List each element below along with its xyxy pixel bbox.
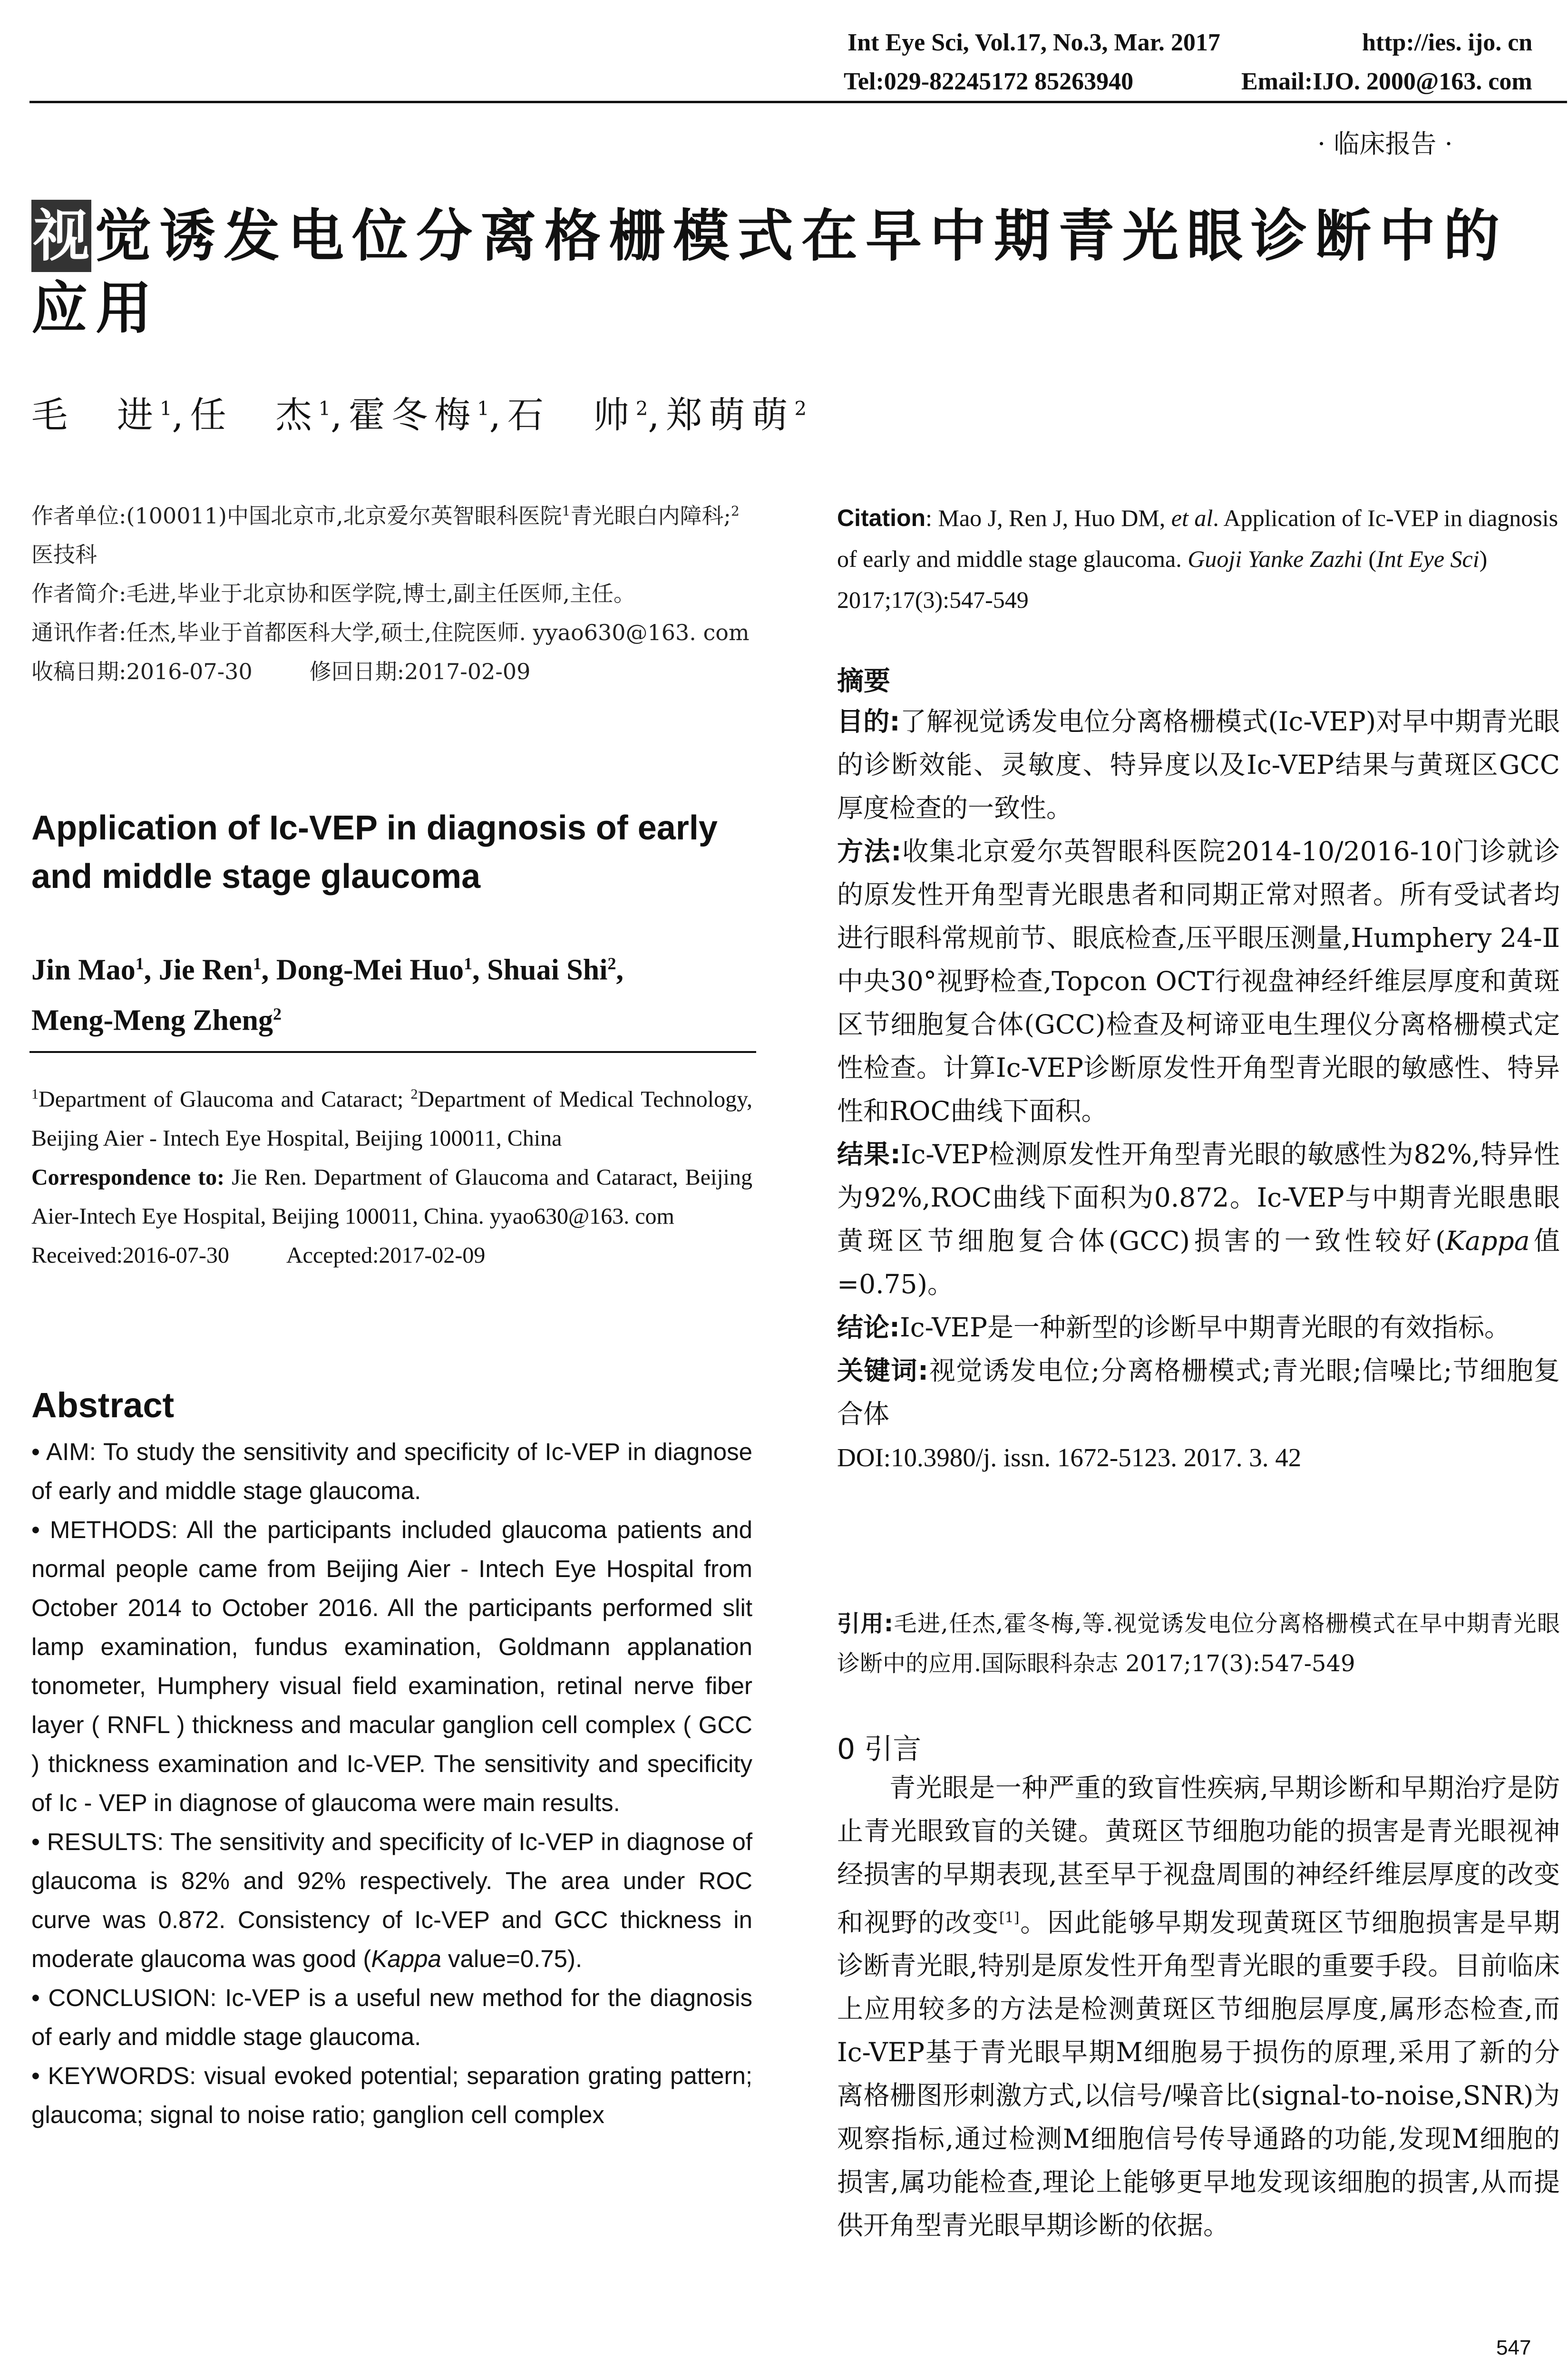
abstract-cn-methods: 方法:收集北京爱尔英智眼科医院2014-10/2016-10门诊就诊的原发性开角型青光眼患者和同期正常对照者。所有受试者均进行眼科常规前节、眼底检查,压平眼压测量,Humphery 24-Ⅱ中央30°视野检查,Topcon OCT行视盘神经纤维层厚度和黄斑区节细胞复合体(GCC)检查及柯谛亚电生理仪分离格栅模式定性检查。计算Ic-VEP诊断原发性开角型青光眼的敏感性、特异性和ROC曲线下面积。 [837, 836, 1560, 1126]
authors-cn: 毛 进$^1$,任 杰$^1$,霍冬梅$^1$,石 帅$^2$,郑萌萌$^2$ [31, 394, 807, 436]
header-rule [29, 101, 1567, 103]
revised-cn: 修回日期:2017-02-09 [309, 659, 531, 685]
abstract-methods: • METHODS: All the participants included glaucoma patients and normal people came from Beijing Aier - Intech Eye Hospital from October 2014 to October 2016. All the participants performed slit lamp examination, fundus examination, Goldmann applanation tonometer, Humphery visual field examination, retinal nerve fiber layer ( RNFL ) thickness and macular ganglion cell complex ( GCC ) thickness examination and Ic-VEP. The sensitivity and specificity of Ic - VEP in diagnose of glaucoma were main results. [31, 1516, 752, 1816]
article-title [31, 200, 1568, 344]
doi[interactable]: DOI:10.3980/j. issn. 1672-5123. 2017. 3. 42 [837, 1443, 1302, 1472]
received-cn: 收稿日期:2016-07-30 [31, 659, 253, 685]
author-cn: 霍冬梅 [349, 394, 477, 436]
abstract-heading: Abstract [31, 1385, 175, 1425]
author-sup: 1 [160, 398, 172, 420]
dates-cn [31, 652, 754, 691]
abstract-cn-conclusion: 结论:Ic-VEP是一种新型的诊断早中期青光眼的有效指标。 [837, 1312, 1510, 1343]
abstract-conclusion: • CONCLUSION: Ic-VEP is a useful new method for the diagnosis of early and middle stage glaucoma. [31, 1984, 752, 2050]
journal-email[interactable]: Email:IJO. 2000@163. com [1241, 68, 1532, 95]
abstract-cn-aim: 目的:了解视觉诱发电位分离格栅模式(Ic-VEP)对早中期青光眼的诊断效能、灵敏度、特异度以及Ic-VEP结果与黄斑区GCC厚度检查的一致性。 [837, 706, 1560, 823]
abstract-keywords: • KEYWORDS: visual evoked potential; separation grating pattern; glaucoma; signal to noise ratio; ganglion cell complex [31, 2062, 752, 2128]
author-cn: 毛 进 [31, 394, 160, 436]
dates-en: Received:2016-07-30 Accepted:2017-02-09 [31, 1243, 486, 1268]
section-label: · 临床报告 · [1317, 129, 1453, 159]
author-sup: 2 [635, 398, 648, 420]
abstract-cn-results: 结果:Ic-VEP检测原发性开角型青光眼的敏感性为82%,特异性为92%,ROC曲线下面积为0.872。Ic-VEP与中期青光眼患眼黄斑区节细胞复合体(GCC)损害的一致性较好(Kappa值=0.75)。 [837, 1139, 1560, 1299]
journal-info: Int Eye Sci, Vol.17, No.3, Mar. 2017 [847, 29, 1220, 56]
citation-cn: 引用:毛进,任杰,霍冬梅,等.视觉诱发电位分离格栅模式在早中期青光眼诊断中的应用.国际眼科杂志 2017;17(3):547-549 [837, 1610, 1560, 1677]
affiliation: $^1$Department of Glaucoma and Cataract; $^2$Department of Medical Technology, Beijing Aier - Intech Eye Hospital, Beijing 100011, China [31, 1086, 752, 1151]
author-unit: 作者单位:(100011)中国北京市,北京爱尔英智眼科医院$^1$青光眼白内障科;$^2$医技科 [31, 503, 740, 568]
reference-1[interactable]: [1] [999, 1909, 1020, 1926]
affiliation-block [31, 1075, 752, 1275]
correspondence: Correspondence to: Jie Ren. Department of Glaucoma and Cataract, Beijing Aier-Intech Eye Hospital, Beijing 100011, China. yyao630@163. com [31, 1165, 753, 1229]
abstract-aim: • AIM: To study the sensitivity and specificity of Ic-VEP in diagnose of early and middle stage glaucoma. [31, 1438, 752, 1504]
journal-url[interactable]: http://ies. ijo. cn [1362, 29, 1533, 56]
author-sup: 1 [318, 398, 331, 420]
author-cn: 郑萌萌 [666, 394, 795, 436]
english-title: Application of Ic-VEP in diagnosis of early and middle stage glaucoma [31, 809, 718, 896]
abstract-cn-heading: 摘要 [837, 666, 890, 697]
journal-tel: Tel:029-82245172 85263940 [844, 68, 1134, 95]
intro-paragraph: 青光眼是一种严重的致盲性疾病,早期诊断和早期治疗是防止青光眼致盲的关键。黄斑区节细胞功能的损害是青光眼视神经损害的早期表现,甚至早于视盘周围的神经纤维层厚度的改变和视野的改变[1]。因此能够早期发现黄斑区节细胞损害是早期诊断青光眼,特别是原发性开角型青光眼的重要手段。目前临床上应用较多的方法是检测黄斑区节细胞层厚度,属形态检查,而Ic-VEP基于青光眼早期M细胞易于损伤的原理,采用了新的分离格栅图形刺激方式,以信号/噪音比(signal-to-noise,SNR)为观察指标,通过检测M细胞信号传导通路的功能,发现M细胞的损害,属功能检查,理论上能够更早地发现该细胞的损害,从而提供开角型青光眼早期诊断的依据。 [837, 1773, 1560, 2241]
author-cn: 石 帅 [507, 394, 636, 436]
author-sup: 1 [477, 398, 489, 420]
title-text: 觉诱发电位分离格栅模式在早中期青光眼诊断中的应用 [31, 203, 1508, 341]
title-first-char: 视 [31, 200, 91, 272]
author-sup: 2 [794, 398, 807, 420]
abstract-cn-keywords: 关键词:视觉诱发电位;分离格栅模式;青光眼;信噪比;节细胞复合体 [837, 1355, 1560, 1429]
page-number: 547 [1496, 2336, 1531, 2359]
abstract-en [31, 1432, 752, 2134]
abstract-cn [837, 700, 1560, 1479]
author-bio: 作者简介:毛进,毕业于北京协和医学院,博士,副主任医师,主任。 [31, 581, 635, 607]
english-authors: Jin Mao$^1$, Jie Ren$^1$, Dong-Mei Huo$^1$, Shuai Shi$^2$, Meng-Meng Zheng$^2$ [31, 954, 623, 1037]
author-info-block [31, 492, 754, 691]
left-column-rule [29, 1051, 756, 1053]
author-cn: 任 杰 [190, 394, 319, 436]
citation-en: Citation: Mao J, Ren J, Huo DM, et al. Application of Ic-VEP in diagnosis of early and middle stage glaucoma. Guoji Yanke Zazhi (Int Eye Sci) 2017;17(3):547-549 [837, 505, 1558, 613]
corresponding-author: 通讯作者:任杰,毕业于首都医科大学,硕士,住院医师. yyao630@163. com [31, 620, 750, 646]
abstract-results: • RESULTS: The sensitivity and specificity of Ic-VEP in diagnose of glaucoma is 82% and 92% respectively. The area under ROC curve was 0.872. Consistency of Ic-VEP and GCC thickness in moderate glaucoma was good (Kappa value=0.75). [31, 1828, 752, 1972]
intro-heading: 0 引言 [837, 1733, 922, 1766]
